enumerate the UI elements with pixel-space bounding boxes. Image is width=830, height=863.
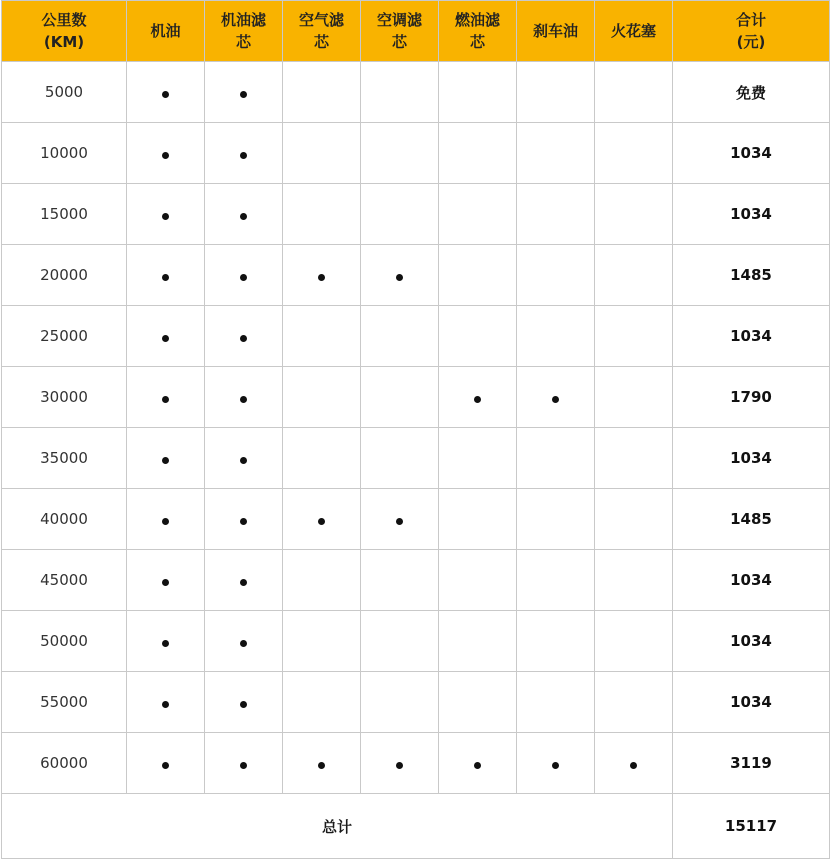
service-cell-ac-filter [361, 489, 439, 550]
service-cell-brake-fluid [517, 367, 595, 428]
mileage-cell: 5000 [2, 62, 127, 123]
mileage-cell: 50000 [2, 611, 127, 672]
table-row [2, 428, 830, 489]
service-cell-fuel-filter [439, 123, 517, 184]
table-row [2, 306, 830, 367]
row-total-cell: 1034 [673, 611, 830, 672]
check-dot-icon [318, 762, 325, 769]
service-cell-ac-filter [361, 184, 439, 245]
service-cell-air-filter [283, 672, 361, 733]
service-cell-oil-filter [205, 733, 283, 794]
check-dot-icon [162, 701, 169, 708]
service-cell-brake-fluid [517, 184, 595, 245]
service-cell-oil [127, 123, 205, 184]
check-dot-icon [552, 762, 559, 769]
service-cell-spark-plug [595, 489, 673, 550]
service-cell-brake-fluid [517, 62, 595, 123]
mileage-cell: 20000 [2, 245, 127, 306]
service-cell-oil [127, 550, 205, 611]
row-total-cell: 1034 [673, 428, 830, 489]
service-cell-oil-filter [205, 123, 283, 184]
check-dot-icon [162, 457, 169, 464]
check-dot-icon [240, 518, 247, 525]
service-cell-fuel-filter [439, 184, 517, 245]
check-dot-icon [240, 335, 247, 342]
header-spark-plug [595, 1, 673, 62]
header-ac-filter [361, 1, 439, 62]
check-dot-icon [318, 274, 325, 281]
check-dot-icon [396, 762, 403, 769]
service-cell-brake-fluid [517, 489, 595, 550]
header-oil-filter-line: 机油滤 [220, 11, 266, 29]
table-row [2, 245, 830, 306]
service-cell-brake-fluid [517, 672, 595, 733]
table-row [2, 611, 830, 672]
service-cell-oil [127, 245, 205, 306]
header-total-line: 合计 [735, 11, 766, 29]
service-cell-air-filter [283, 306, 361, 367]
service-cell-ac-filter [361, 367, 439, 428]
service-cell-spark-plug [595, 672, 673, 733]
service-cell-air-filter [283, 489, 361, 550]
service-cell-ac-filter [361, 611, 439, 672]
table-row [2, 489, 830, 550]
table-body [2, 62, 830, 794]
row-total-cell: 免费 [673, 62, 830, 123]
service-cell-ac-filter [361, 245, 439, 306]
table-row [2, 184, 830, 245]
service-cell-fuel-filter [439, 62, 517, 123]
service-cell-ac-filter [361, 672, 439, 733]
mileage-cell: 55000 [2, 672, 127, 733]
row-total-cell: 1034 [673, 184, 830, 245]
mileage-cell: 15000 [2, 184, 127, 245]
mileage-cell: 45000 [2, 550, 127, 611]
header-air-filter-line: 芯 [313, 33, 329, 51]
header-oil-filter [205, 1, 283, 62]
check-dot-icon [162, 335, 169, 342]
table-row [2, 367, 830, 428]
service-cell-oil [127, 428, 205, 489]
table-row [2, 62, 830, 123]
row-total-cell: 1485 [673, 489, 830, 550]
header-oil [127, 1, 205, 62]
mileage-cell: 10000 [2, 123, 127, 184]
header-km-line: 公里数 [41, 11, 87, 29]
service-cell-oil-filter [205, 672, 283, 733]
service-cell-oil-filter [205, 245, 283, 306]
check-dot-icon [240, 762, 247, 769]
table-row [2, 550, 830, 611]
check-dot-icon [240, 152, 247, 159]
header-total-line: (元) [736, 33, 766, 51]
service-cell-oil [127, 733, 205, 794]
service-cell-air-filter [283, 123, 361, 184]
service-cell-ac-filter [361, 62, 439, 123]
header-fuel-filter-line: 燃油滤 [454, 11, 500, 29]
service-cell-spark-plug [595, 367, 673, 428]
check-dot-icon [474, 396, 481, 403]
service-cell-air-filter [283, 245, 361, 306]
row-total-cell: 1034 [673, 123, 830, 184]
service-cell-ac-filter [361, 428, 439, 489]
table-footer [2, 794, 830, 859]
check-dot-icon [240, 91, 247, 98]
service-cell-air-filter [283, 367, 361, 428]
service-cell-ac-filter [361, 123, 439, 184]
service-cell-fuel-filter [439, 550, 517, 611]
service-cell-oil [127, 306, 205, 367]
check-dot-icon [162, 518, 169, 525]
mileage-cell: 25000 [2, 306, 127, 367]
service-cell-fuel-filter [439, 367, 517, 428]
table-row [2, 733, 830, 794]
service-cell-spark-plug [595, 184, 673, 245]
service-cell-brake-fluid [517, 245, 595, 306]
check-dot-icon [240, 640, 247, 647]
mileage-cell: 40000 [2, 489, 127, 550]
service-cell-air-filter [283, 62, 361, 123]
check-dot-icon [396, 518, 403, 525]
row-total-cell: 3119 [673, 733, 830, 794]
service-cell-spark-plug [595, 550, 673, 611]
check-dot-icon [240, 701, 247, 708]
check-dot-icon [240, 579, 247, 586]
check-dot-icon [162, 152, 169, 159]
check-dot-icon [240, 213, 247, 220]
service-cell-oil [127, 672, 205, 733]
row-total-cell: 1034 [673, 672, 830, 733]
check-dot-icon [162, 579, 169, 586]
header-ac-filter-line: 芯 [391, 33, 407, 51]
header-km-line: (KM) [43, 33, 85, 51]
service-cell-ac-filter [361, 550, 439, 611]
service-cell-fuel-filter [439, 245, 517, 306]
service-cell-brake-fluid [517, 733, 595, 794]
service-cell-brake-fluid [517, 123, 595, 184]
table-row [2, 123, 830, 184]
check-dot-icon [240, 396, 247, 403]
service-cell-brake-fluid [517, 306, 595, 367]
header-oil-filter-line: 芯 [235, 33, 251, 51]
service-cell-spark-plug [595, 245, 673, 306]
service-cell-spark-plug [595, 611, 673, 672]
header-ac-filter-line: 空调滤 [376, 11, 422, 29]
check-dot-icon [162, 396, 169, 403]
check-dot-icon [240, 274, 247, 281]
header-brake-fluid [517, 1, 595, 62]
service-cell-air-filter [283, 428, 361, 489]
service-cell-oil-filter [205, 367, 283, 428]
row-total-cell: 1790 [673, 367, 830, 428]
service-cell-oil-filter [205, 550, 283, 611]
summary-row [2, 794, 830, 859]
maintenance-schedule-table [1, 0, 830, 859]
service-cell-air-filter [283, 550, 361, 611]
service-cell-spark-plug [595, 733, 673, 794]
service-cell-spark-plug [595, 62, 673, 123]
check-dot-icon [240, 457, 247, 464]
service-cell-ac-filter [361, 306, 439, 367]
mileage-cell: 35000 [2, 428, 127, 489]
service-cell-fuel-filter [439, 733, 517, 794]
mileage-cell: 30000 [2, 367, 127, 428]
check-dot-icon [162, 762, 169, 769]
service-cell-spark-plug [595, 306, 673, 367]
service-cell-oil [127, 184, 205, 245]
service-cell-oil-filter [205, 428, 283, 489]
service-cell-fuel-filter [439, 611, 517, 672]
service-cell-fuel-filter [439, 672, 517, 733]
check-dot-icon [162, 640, 169, 647]
check-dot-icon [552, 396, 559, 403]
header-spark-plug-line: 火花塞 [610, 22, 656, 40]
service-cell-oil [127, 62, 205, 123]
check-dot-icon [630, 762, 637, 769]
header-fuel-filter-line: 芯 [469, 33, 485, 51]
mileage-cell: 60000 [2, 733, 127, 794]
table-header [2, 1, 830, 62]
service-cell-fuel-filter [439, 489, 517, 550]
summary-label: 总计 [2, 794, 673, 859]
service-cell-oil-filter [205, 611, 283, 672]
check-dot-icon [162, 91, 169, 98]
service-cell-fuel-filter [439, 428, 517, 489]
service-cell-oil [127, 611, 205, 672]
service-cell-oil [127, 367, 205, 428]
service-cell-ac-filter [361, 733, 439, 794]
service-cell-brake-fluid [517, 550, 595, 611]
service-cell-oil-filter [205, 489, 283, 550]
service-cell-spark-plug [595, 428, 673, 489]
table-row [2, 672, 830, 733]
row-total-cell: 1034 [673, 306, 830, 367]
service-cell-air-filter [283, 184, 361, 245]
header-brake-fluid-line: 刹车油 [532, 22, 578, 40]
check-dot-icon [162, 213, 169, 220]
service-cell-air-filter [283, 733, 361, 794]
service-cell-oil [127, 489, 205, 550]
header-air-filter-line: 空气滤 [298, 11, 344, 29]
check-dot-icon [162, 274, 169, 281]
row-total-cell: 1485 [673, 245, 830, 306]
check-dot-icon [318, 518, 325, 525]
header-total [673, 1, 830, 62]
check-dot-icon [396, 274, 403, 281]
header-oil-line: 机油 [150, 22, 181, 40]
summary-value: 15117 [673, 794, 830, 859]
service-cell-fuel-filter [439, 306, 517, 367]
header-row [2, 1, 830, 62]
service-cell-oil-filter [205, 184, 283, 245]
service-cell-oil-filter [205, 306, 283, 367]
header-km [2, 1, 127, 62]
header-fuel-filter [439, 1, 517, 62]
service-cell-brake-fluid [517, 428, 595, 489]
service-cell-spark-plug [595, 123, 673, 184]
service-cell-oil-filter [205, 62, 283, 123]
check-dot-icon [474, 762, 481, 769]
row-total-cell: 1034 [673, 550, 830, 611]
service-cell-air-filter [283, 611, 361, 672]
service-cell-brake-fluid [517, 611, 595, 672]
header-air-filter [283, 1, 361, 62]
